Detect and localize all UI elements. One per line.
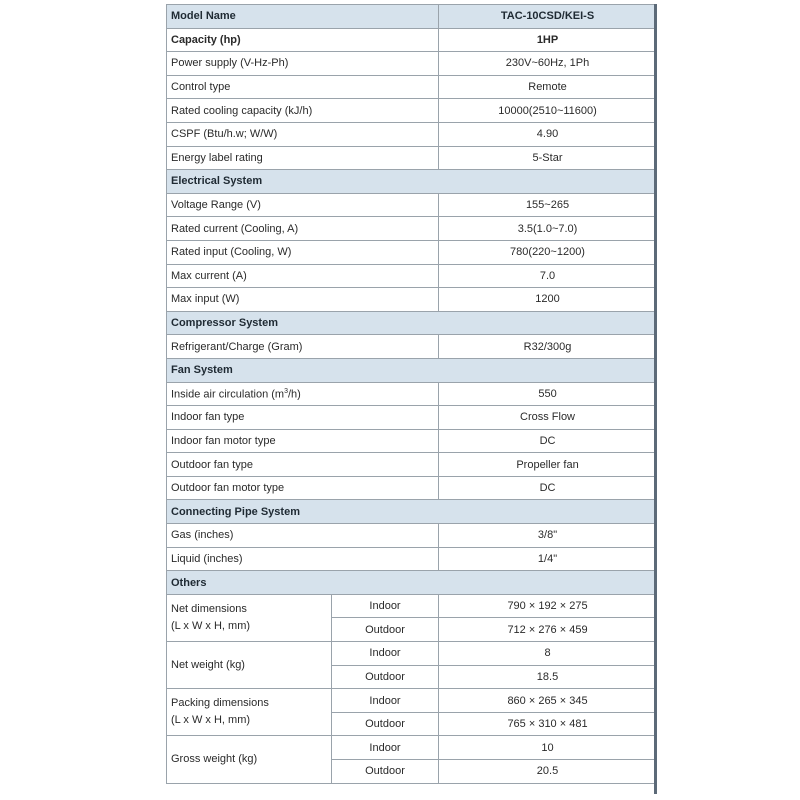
header-label: Model Name [167, 5, 439, 29]
table-row [167, 28, 657, 52]
table-right-border [654, 4, 657, 794]
row-label-line: (L x W x H, mm) [171, 714, 251, 727]
row-value: 230V~60Hz, 1Ph [439, 52, 657, 76]
row-label [167, 382, 439, 406]
row-label: Max input (W) [167, 288, 439, 312]
table-row [167, 52, 657, 76]
indoor-label: Indoor [332, 594, 439, 618]
row-label: Energy label rating [167, 146, 439, 170]
row-label [167, 594, 332, 641]
section-fan [167, 358, 657, 382]
table-row [167, 146, 657, 170]
row-value: 8 [439, 642, 657, 666]
row-label: Liquid (inches) [167, 547, 439, 571]
row-label: Indoor fan motor type [167, 429, 439, 453]
section-title: Others [167, 571, 657, 595]
row-value: 18.5 [439, 665, 657, 689]
table-row [167, 264, 657, 288]
row-value: 3/8" [439, 524, 657, 548]
row-label: Rated cooling capacity (kJ/h) [167, 99, 439, 123]
outdoor-label: Outdoor [332, 760, 439, 784]
row-label: Refrigerant/Charge (Gram) [167, 335, 439, 359]
table-row [167, 476, 657, 500]
row-value: 765 × 310 × 481 [439, 712, 657, 736]
row-label: Capacity (hp) [167, 28, 439, 52]
row-label-line: Net dimensions [171, 602, 247, 615]
row-label: Gross weight (kg) [167, 736, 332, 783]
row-label: Indoor fan type [167, 406, 439, 430]
row-value: 1200 [439, 288, 657, 312]
section-title: Connecting Pipe System [167, 500, 657, 524]
row-value: 10 [439, 736, 657, 760]
table-row [167, 406, 657, 430]
model-name: TAC-10CSD/KEI-S [439, 5, 657, 29]
row-value: 790 × 192 × 275 [439, 594, 657, 618]
outdoor-label: Outdoor [332, 665, 439, 689]
row-value: Cross Flow [439, 406, 657, 430]
table-row [167, 75, 657, 99]
table-row [167, 594, 657, 618]
row-value: 860 × 265 × 345 [439, 689, 657, 713]
row-label-line: (L x W x H, mm) [171, 619, 251, 632]
indoor-label: Indoor [332, 642, 439, 666]
section-title: Compressor System [167, 311, 657, 335]
row-value: 712 × 276 × 459 [439, 618, 657, 642]
row-label: Voltage Range (V) [167, 193, 439, 217]
row-value: 155~265 [439, 193, 657, 217]
table-header-row [167, 5, 657, 29]
outdoor-label: Outdoor [332, 618, 439, 642]
row-value: 4.90 [439, 122, 657, 146]
row-label: Control type [167, 75, 439, 99]
table-row [167, 335, 657, 359]
row-label-text: Inside air circulation (m [171, 389, 285, 402]
row-label: Power supply (V-Hz-Ph) [167, 52, 439, 76]
row-value: 5-Star [439, 146, 657, 170]
row-value: 1/4" [439, 547, 657, 571]
row-label: Gas (inches) [167, 524, 439, 548]
outdoor-label: Outdoor [332, 712, 439, 736]
row-label: Rated current (Cooling, A) [167, 217, 439, 241]
row-label: Rated input (Cooling, W) [167, 240, 439, 264]
section-compressor [167, 311, 657, 335]
table-row [167, 217, 657, 241]
row-label: Net weight (kg) [167, 642, 332, 689]
table-row [167, 240, 657, 264]
row-value: DC [439, 476, 657, 500]
superscript-3: 3 [284, 388, 288, 396]
table-row [167, 193, 657, 217]
section-title: Fan System [167, 358, 657, 382]
table-row [167, 642, 657, 666]
row-label-line: Packing dimensions [171, 697, 269, 710]
table-row [167, 736, 657, 760]
section-others [167, 571, 657, 595]
row-value: Propeller fan [439, 453, 657, 477]
table-row [167, 689, 657, 713]
row-value: R32/300g [439, 335, 657, 359]
section-title: Electrical System [167, 170, 657, 194]
row-value: 780(220~1200) [439, 240, 657, 264]
row-label: Outdoor fan motor type [167, 476, 439, 500]
table-row [167, 288, 657, 312]
row-value: 10000(2510~11600) [439, 99, 657, 123]
table-row [167, 547, 657, 571]
row-value: 1HP [439, 28, 657, 52]
section-pipe [167, 500, 657, 524]
table-row [167, 524, 657, 548]
table-row [167, 453, 657, 477]
row-value: 550 [439, 382, 657, 406]
table-row [167, 429, 657, 453]
section-electrical [167, 170, 657, 194]
table-row [167, 99, 657, 123]
row-label: Max current (A) [167, 264, 439, 288]
spec-table [166, 4, 657, 784]
table-row [167, 122, 657, 146]
indoor-label: Indoor [332, 736, 439, 760]
row-label-text: /h) [288, 389, 301, 402]
table-row [167, 382, 657, 406]
row-label [167, 689, 332, 736]
row-value: 20.5 [439, 760, 657, 784]
row-value: 7.0 [439, 264, 657, 288]
row-value: Remote [439, 75, 657, 99]
row-label: Outdoor fan type [167, 453, 439, 477]
row-value: 3.5(1.0~7.0) [439, 217, 657, 241]
row-label: CSPF (Btu/h.w; W/W) [167, 122, 439, 146]
row-value: DC [439, 429, 657, 453]
indoor-label: Indoor [332, 689, 439, 713]
